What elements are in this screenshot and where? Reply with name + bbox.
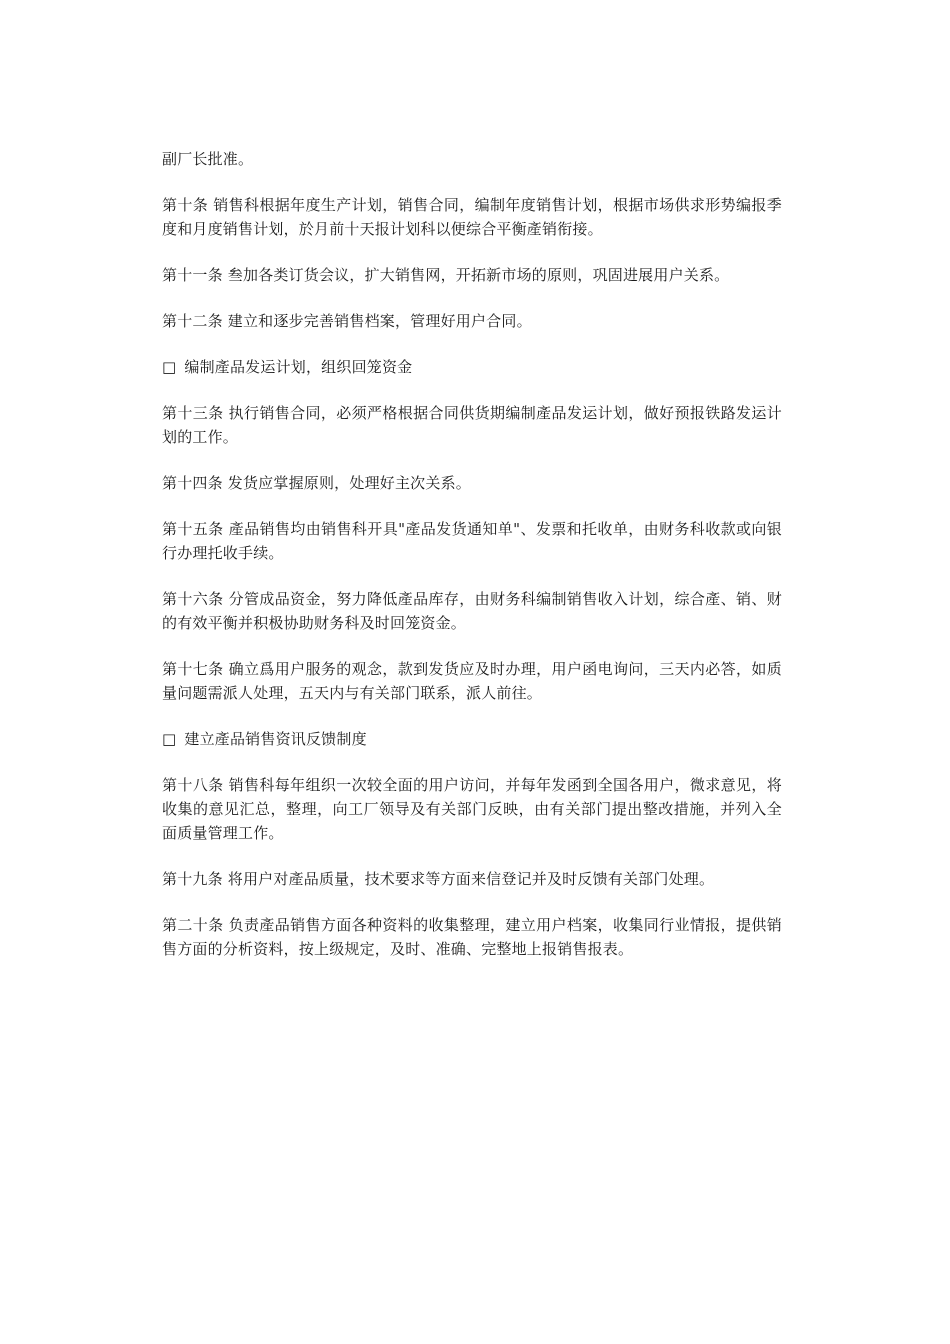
document-body: [162, 147, 782, 983]
article-20: 第二十条 负责產品销售方面各种资料的收集整理，建立用户档案，收集同行业情报，提供销售方面的分析资料，按上级规定，及时、准确、完整地上报销售报表。: [162, 916, 782, 958]
section-heading-feedback-system: [162, 727, 782, 751]
article-17: 第十七条 确立爲用户服务的观念，款到发货应及时办理，用户函电询问，三天内必答，如质量问题需派人处理，五天内与有关部门联系，派人前往。: [162, 660, 782, 702]
article-13: 第十三条 执行销售合同，必须严格根据合同供货期编制產品发运计划，做好预报铁路发运计划的工作。: [162, 404, 782, 446]
article-15: 第十五条 產品销售均由销售科开具"產品发货通知单"、发票和托收单，由财务科收款或向银行办理托收手续。: [162, 520, 782, 562]
article-10: 第十条 销售科根据年度生产计划，销售合同，编制年度销售计划，根据市场供求形势编报季度和月度销售计划，於月前十天报计划科以便综合平衡產销衔接。: [162, 196, 782, 238]
article-14: 第十四条 发货应掌握原则，处理好主次关系。: [162, 474, 471, 492]
article-18: 第十八条 销售科每年组织一次较全面的用户访问，并每年发函到全国各用户，微求意见，将收集的意见汇总，整理，向工厂领导及有关部门反映，由有关部门提出整改措施，并列入全面质量管理工作。: [162, 776, 782, 842]
article-16: 第十六条 分管成品资金，努力降低產品库存，由财务科编制销售收入计划，综合產、销、财的有效平衡并积极协助财务科及时回笼资金。: [162, 590, 782, 632]
article-12: 第十二条 建立和逐步完善销售档案，管理好用户合同。: [162, 312, 532, 330]
article-11: 第十一条 叁加各类订货会议，扩大销售网，开拓新市场的原则，巩固进展用户关系。: [162, 266, 730, 284]
article-19: 第十九条 将用户对產品质量，技术要求等方面来信登记并及时反馈有关部门处理。: [162, 870, 715, 888]
paragraph-continuation: 副厂长批准。: [162, 150, 254, 168]
checkbox-bullet-icon: □: [162, 730, 177, 748]
checkbox-bullet-icon: □: [162, 358, 177, 376]
section-heading-shipping-plan: [162, 355, 782, 379]
section-heading-text: 建立產品销售资讯反馈制度: [184, 730, 367, 748]
section-heading-text: 编制產品发运计划，组织回笼资金: [184, 358, 413, 376]
